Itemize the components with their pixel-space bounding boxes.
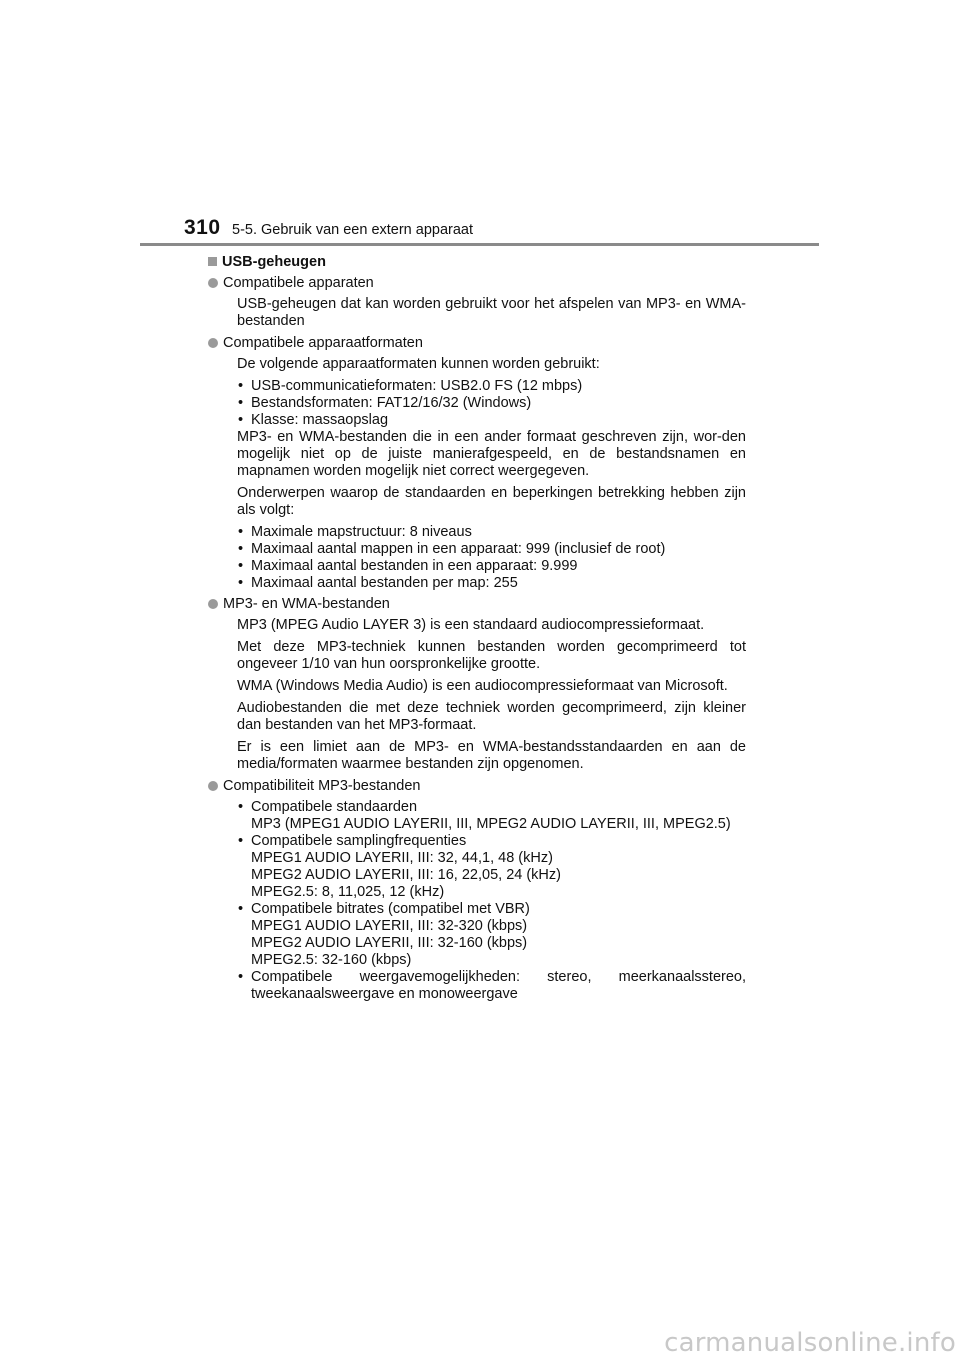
compat-list	[237, 799, 746, 1003]
list-item	[237, 901, 746, 969]
section-heading-usb	[208, 254, 746, 271]
paragraph: De volgende apparaatformaten kunnen worden gebruikt:	[237, 356, 600, 372]
section-heading-text: USB-geheugen	[222, 254, 326, 270]
list-item-value: MPEG2.5: 32-160 (kbps)	[251, 952, 412, 968]
subheading-compat	[208, 778, 746, 795]
subheading-devices	[208, 275, 746, 292]
list-item-label: • Compatibele bitrates (compatibel met VBR)	[251, 901, 530, 917]
list-item: • Maximaal aantal bestanden per map: 255	[237, 575, 746, 592]
subheading-text: Compatibele apparaatformaten	[223, 335, 423, 351]
paragraph: Er is een limiet aan de MP3- en WMA-bestandsstandaarden en aan de media/formaten waarmee bestanden zijn opgenomen.	[237, 739, 746, 772]
paragraph: Audiobestanden die met deze techniek worden gecomprimeerd, zijn kleiner dan bestanden van het MP3-formaat.	[237, 700, 746, 733]
circle-bullet-icon	[208, 278, 218, 288]
paragraph: USB-geheugen dat kan worden gebruikt voor het afspelen van MP3- en WMA-bestanden	[237, 296, 746, 329]
subheading-text: Compatibele apparaten	[223, 275, 374, 291]
list-item: • Maximaal aantal mappen in een apparaat: 999 (inclusief de root)	[237, 541, 746, 558]
list-item	[237, 799, 746, 833]
header-divider	[140, 243, 819, 246]
list-item: • Bestandsformaten: FAT12/16/32 (Windows)	[237, 395, 746, 412]
list-item-label: • Compatibele samplingfrequenties	[251, 833, 467, 849]
format-list	[237, 378, 746, 429]
paragraph: WMA (Windows Media Audio) is een audiocompressieformaat van Microsoft.	[237, 678, 728, 694]
square-bullet-icon	[208, 257, 217, 266]
paragraph: MP3- en WMA-bestanden die in een ander formaat geschreven zijn, wor-den mogelijk niet op de juiste manierafgespeeld, en de bestandsnamen en mapnamen worden mogelijk niet correct weergegeven.	[237, 429, 746, 479]
list-item	[237, 833, 746, 901]
list-item-label: • Compatibele standaarden	[251, 799, 418, 815]
page-number: 310	[184, 216, 221, 239]
list-item-value: MPEG2 AUDIO LAYERII, III: 32-160 (kbps)	[251, 935, 528, 951]
paragraph: Met deze MP3-techniek kunnen bestanden worden gecomprimeerd tot ongeveer 1/10 van hun oorspronkelijke grootte.	[237, 639, 746, 672]
list-item: • Maximaal aantal bestanden in een apparaat: 9.999	[237, 558, 746, 575]
list-item-value: MPEG1 AUDIO LAYERII, III: 32-320 (kbps)	[251, 918, 528, 934]
page-content	[208, 254, 746, 1007]
paragraph: MP3 (MPEG Audio LAYER 3) is een standaard audiocompressieformaat.	[237, 617, 705, 633]
list-item-value: MP3 (MPEG1 AUDIO LAYERII, III, MPEG2 AUDIO LAYERII, III, MPEG2.5)	[251, 816, 731, 832]
list-item: • Compatibele weergavemogelijkheden: stereo, meerkanaalsstereo, tweekanaalsweergave en monoweergave	[237, 969, 746, 1003]
list-item: • Klasse: massaopslag	[237, 412, 746, 429]
list-item-value: MPEG1 AUDIO LAYERII, III: 32, 44,1, 48 (kHz)	[251, 850, 553, 866]
chapter-title: 5-5. Gebruik van een extern apparaat	[232, 222, 474, 238]
list-item: • Maximale mapstructuur: 8 niveaus	[237, 524, 746, 541]
subheading-files	[208, 596, 746, 613]
subheading-text: MP3- en WMA-bestanden	[223, 596, 390, 612]
list-item-value: MPEG2 AUDIO LAYERII, III: 16, 22,05, 24 (kHz)	[251, 867, 561, 883]
subheading-text: Compatibiliteit MP3-bestanden	[223, 778, 421, 794]
subheading-formats	[208, 335, 746, 352]
list-item: • USB-communicatieformaten: USB2.0 FS (12 mbps)	[237, 378, 746, 395]
circle-bullet-icon	[208, 781, 218, 791]
paragraph: Onderwerpen waarop de standaarden en beperkingen betrekking hebben zijn als volgt:	[237, 485, 746, 518]
circle-bullet-icon	[208, 338, 218, 348]
watermark: carmanualsonline.info	[664, 1328, 956, 1358]
list-item-value: MPEG2.5: 8, 11,025, 12 (kHz)	[251, 884, 445, 900]
limits-list	[237, 524, 746, 592]
circle-bullet-icon	[208, 599, 218, 609]
